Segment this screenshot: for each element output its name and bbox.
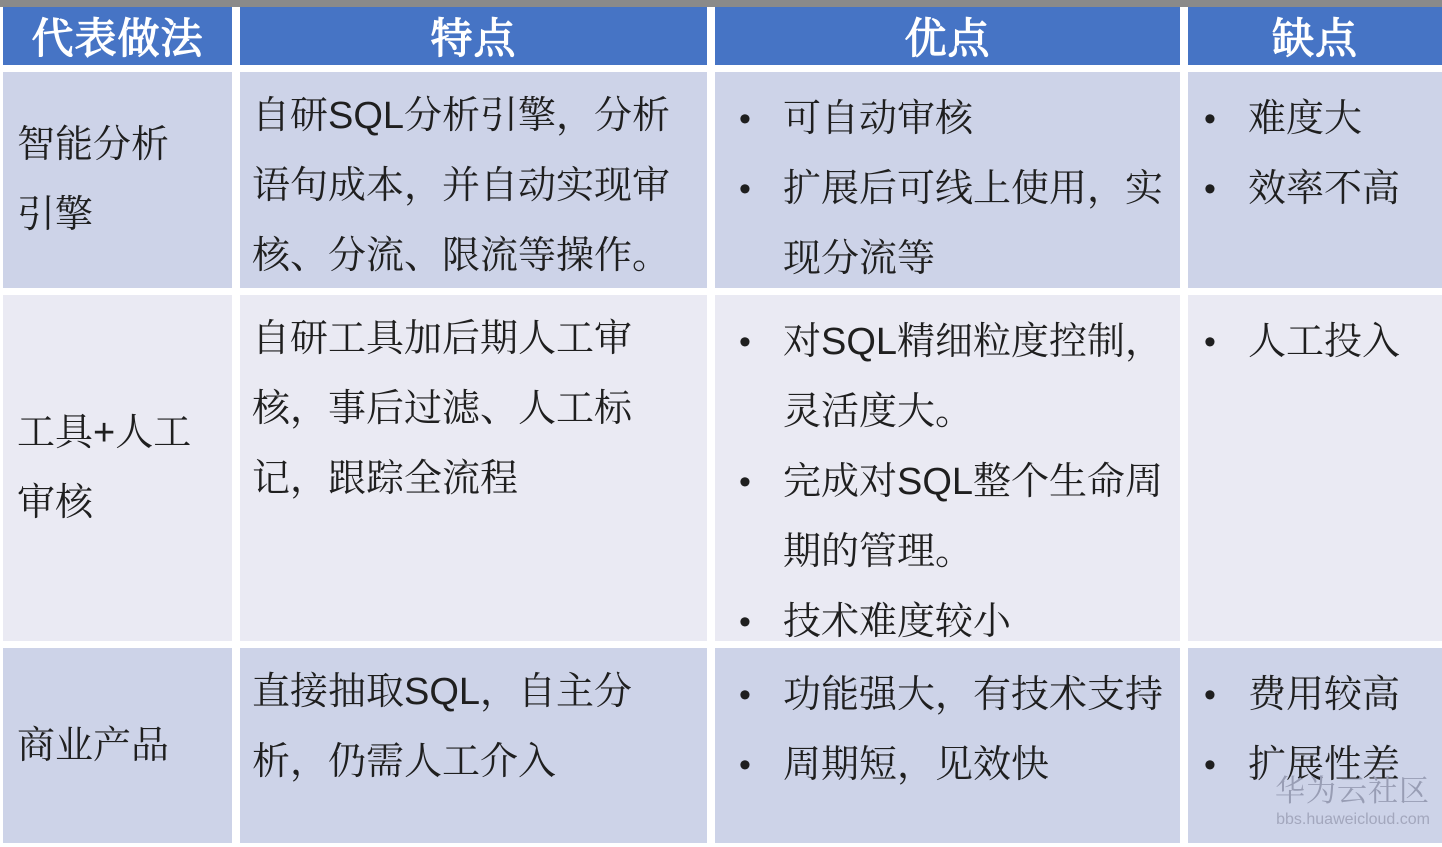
pros-item: • 扩展后可线上使用，实现分流等 <box>739 154 1168 294</box>
row-features: 直接抽取SQL，自主分析，仍需人工介入 <box>240 648 707 843</box>
watermark <box>1275 774 1430 829</box>
column-header-cons: 缺点 <box>1188 7 1442 65</box>
row-approach: 工具+人工审核 <box>3 295 232 641</box>
column-header-features: 特点 <box>240 7 707 65</box>
top-gray-bar <box>0 0 1442 7</box>
row-approach: 智能分析引擎 <box>3 72 232 288</box>
watermark-title: 华为云社区 <box>1275 774 1430 808</box>
row-pros <box>715 648 1180 843</box>
row-cons <box>1188 72 1442 288</box>
column-header-pros: 优点 <box>715 7 1180 65</box>
cons-item: • 扩展性差 <box>1204 730 1430 800</box>
comparison-table <box>3 7 1442 843</box>
cons-item: • 难度大 <box>1204 84 1430 154</box>
pros-item: • 完成对SQL整个生命周期的管理。 <box>739 447 1168 587</box>
row-cons <box>1188 295 1442 641</box>
cons-item: • 人工投入 <box>1204 307 1430 377</box>
pros-item: • 技术难度较小 <box>739 587 1168 657</box>
pros-item: • 可自动审核 <box>739 84 1168 154</box>
cons-item: • 效率不高 <box>1204 154 1430 224</box>
row-features: 自研工具加后期人工审核，事后过滤、人工标记，跟踪全流程 <box>240 295 707 641</box>
pros-item: • 对SQL精细粒度控制，灵活度大。 <box>739 307 1168 447</box>
row-approach: 商业产品 <box>3 648 232 843</box>
row-pros <box>715 72 1180 288</box>
pros-item: • 功能强大，有技术支持 <box>739 660 1168 730</box>
watermark-url: bbs.huaweicloud.com <box>1276 810 1430 828</box>
cons-item: • 费用较高 <box>1204 660 1430 730</box>
row-features: 自研SQL分析引擎，分析语句成本，并自动实现审核、分流、限流等操作。 <box>240 72 707 288</box>
row-pros <box>715 295 1180 641</box>
pros-item: • 周期短，见效快 <box>739 730 1168 800</box>
column-header-approach: 代表做法 <box>3 7 232 65</box>
